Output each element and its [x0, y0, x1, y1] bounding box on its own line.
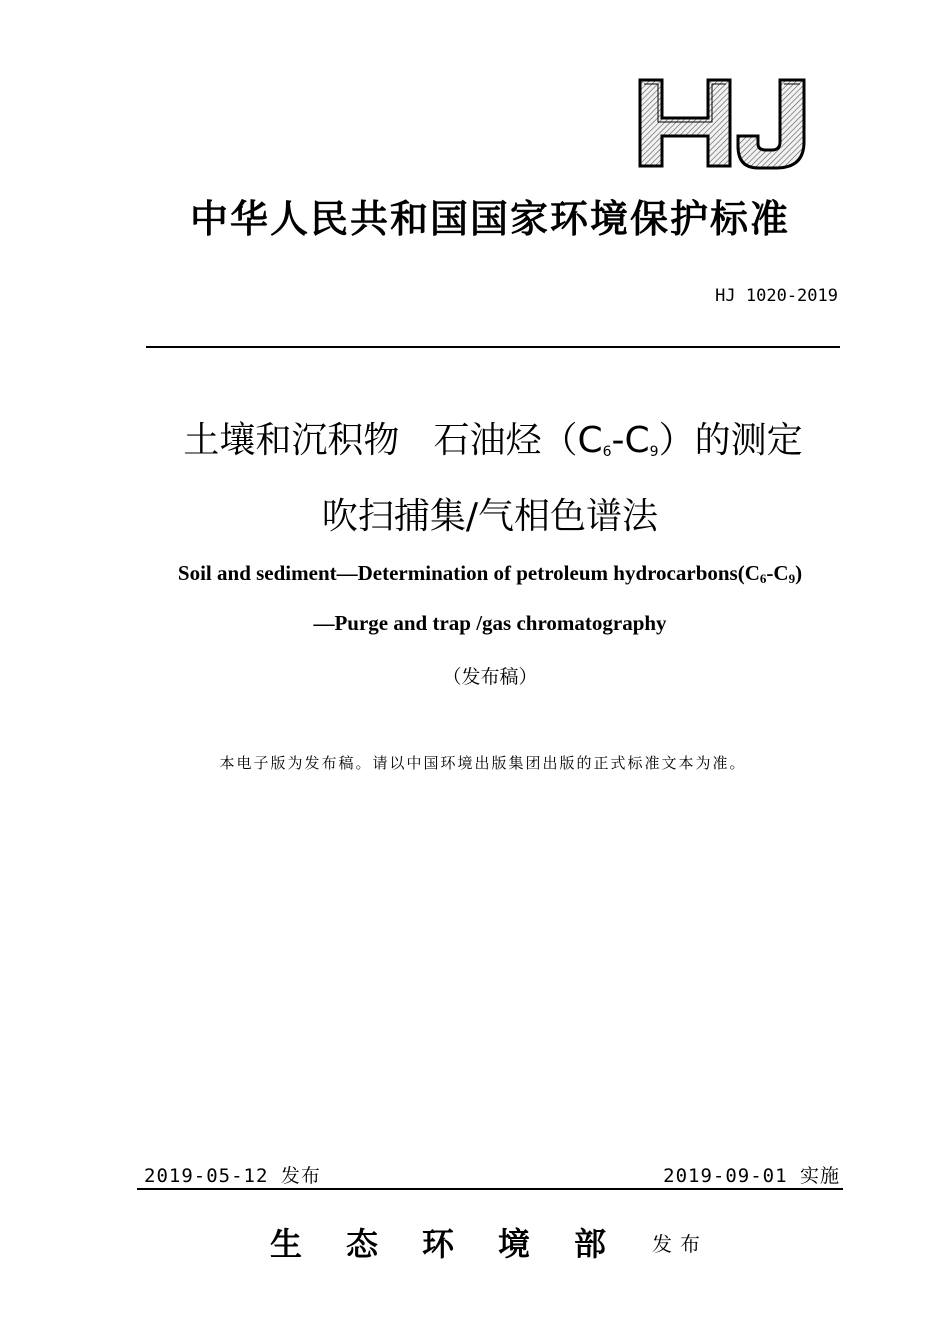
bottom-divider: [137, 1188, 843, 1190]
english-title-line-1: [0, 561, 950, 587]
chinese-title-part-2: 石油烃（C: [433, 420, 603, 461]
publish-label: 发布: [652, 1232, 708, 1256]
chinese-title-subscript-2: 9: [649, 444, 659, 460]
org-title: 中华人民共和国国家环境保护标准: [189, 196, 790, 241]
english-title-suffix: ): [795, 561, 803, 585]
english-title-subscript-1: 6: [759, 571, 767, 586]
issue-date: 2019-05-12 发布: [144, 1165, 321, 1187]
hj-logo-graphic: [630, 66, 820, 176]
english-title-dash: -C: [766, 561, 789, 585]
hj-logo: [630, 66, 820, 176]
chinese-title-line-1: [146, 412, 840, 463]
publisher-name: 生态环境部: [270, 1225, 651, 1263]
top-divider: [146, 346, 840, 348]
chinese-title-subscript-1: 6: [602, 444, 612, 460]
notice-text: 本电子版为发布稿。请以中国环境出版集团出版的正式标准文本为准。: [219, 754, 747, 772]
english-title-line-2: —Purge and trap /gas chromatography: [313, 611, 667, 635]
english-title-prefix: Soil and sediment—Determination of petroleum hydrocarbons(C: [177, 561, 760, 585]
chinese-title-line-2: 吹扫捕集/气相色谱法: [321, 496, 659, 537]
chinese-title-suffix: ）的测定: [658, 420, 803, 461]
chinese-title-part-1: 土壤和沉积物: [183, 420, 400, 461]
chinese-title-dash: -C: [611, 420, 650, 461]
standard-number: HJ 1020-2019: [715, 286, 838, 306]
english-title-subscript-2: 9: [788, 571, 796, 586]
effective-date: 2019-09-01 实施: [663, 1165, 840, 1187]
draft-label: （发布稿）: [442, 666, 538, 688]
